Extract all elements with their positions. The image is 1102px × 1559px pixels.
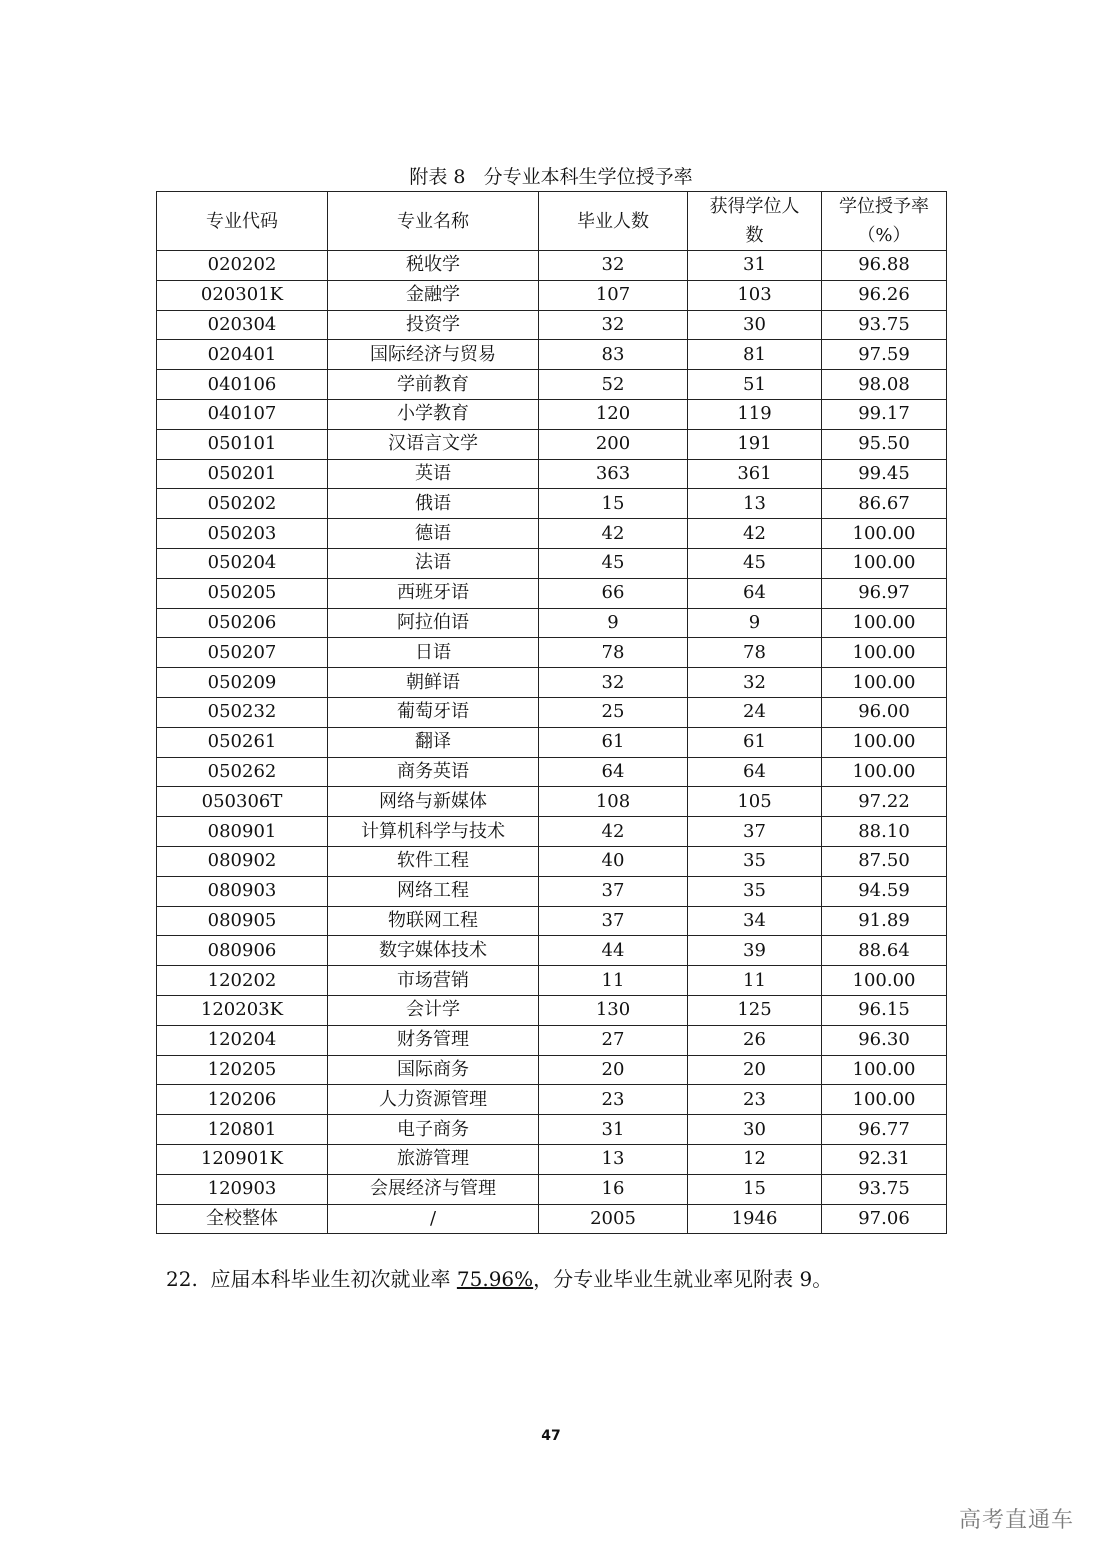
table-row xyxy=(157,787,947,817)
degrees-cell: 119 xyxy=(688,399,822,429)
major-code-cell: 120801 xyxy=(157,1115,328,1145)
major-code-cell: 全校整体 xyxy=(157,1204,328,1234)
table-body xyxy=(157,251,947,1234)
major-code-cell: 080905 xyxy=(157,906,328,936)
degrees-cell: 31 xyxy=(688,251,822,281)
major-code-cell: 080901 xyxy=(157,817,328,847)
major-name-cell: 国际商务 xyxy=(328,1055,539,1085)
graduates-cell: 108 xyxy=(539,787,688,817)
major-name-cell: 翻译 xyxy=(328,727,539,757)
graduates-cell: 130 xyxy=(539,995,688,1025)
major-code-cell: 120205 xyxy=(157,1055,328,1085)
watermark-logo: 高考直通车 xyxy=(958,1508,1074,1533)
rate-cell: 100.00 xyxy=(822,966,947,996)
graduates-cell: 64 xyxy=(539,757,688,787)
degrees-cell: 81 xyxy=(688,340,822,370)
major-code-cell: 040107 xyxy=(157,399,328,429)
table-row xyxy=(157,1085,947,1115)
major-name-cell: 日语 xyxy=(328,638,539,668)
major-name-cell: 法语 xyxy=(328,548,539,578)
major-name-cell: 俄语 xyxy=(328,489,539,519)
degrees-cell: 26 xyxy=(688,1025,822,1055)
major-name-cell: / xyxy=(328,1204,539,1234)
major-name-cell: 电子商务 xyxy=(328,1115,539,1145)
major-code-cell: 050209 xyxy=(157,668,328,698)
major-name-cell: 商务英语 xyxy=(328,757,539,787)
degrees-cell: 24 xyxy=(688,697,822,727)
graduates-cell: 42 xyxy=(539,817,688,847)
degree-rate-table xyxy=(156,191,947,1234)
graduates-cell: 25 xyxy=(539,697,688,727)
column-header: 获得学位人 数 xyxy=(688,192,822,251)
major-code-cell: 050261 xyxy=(157,727,328,757)
major-name-cell: 网络工程 xyxy=(328,876,539,906)
degrees-cell: 11 xyxy=(688,966,822,996)
header-row xyxy=(157,192,947,251)
major-name-cell: 西班牙语 xyxy=(328,578,539,608)
degrees-cell: 23 xyxy=(688,1085,822,1115)
graduates-cell: 37 xyxy=(539,906,688,936)
graduates-cell: 45 xyxy=(539,548,688,578)
rate-cell: 86.67 xyxy=(822,489,947,519)
table-row xyxy=(157,459,947,489)
table-row xyxy=(157,995,947,1025)
major-code-cell: 050201 xyxy=(157,459,328,489)
rate-cell: 96.15 xyxy=(822,995,947,1025)
rate-cell: 93.75 xyxy=(822,310,947,340)
table-row xyxy=(157,548,947,578)
major-name-cell: 会展经济与管理 xyxy=(328,1174,539,1204)
degrees-cell: 1946 xyxy=(688,1204,822,1234)
major-code-cell: 050203 xyxy=(157,519,328,549)
table-row xyxy=(157,519,947,549)
graduates-cell: 37 xyxy=(539,876,688,906)
degrees-cell: 32 xyxy=(688,668,822,698)
column-header: 学位授予率 （%） xyxy=(822,192,947,251)
major-code-cell: 020401 xyxy=(157,340,328,370)
major-name-cell: 朝鲜语 xyxy=(328,668,539,698)
table-row xyxy=(157,876,947,906)
graduates-cell: 61 xyxy=(539,727,688,757)
degrees-cell: 35 xyxy=(688,876,822,906)
rate-cell: 100.00 xyxy=(822,727,947,757)
rate-cell: 96.30 xyxy=(822,1025,947,1055)
major-code-cell: 050101 xyxy=(157,429,328,459)
table-row xyxy=(157,1115,947,1145)
major-code-cell: 050206 xyxy=(157,608,328,638)
graduates-cell: 83 xyxy=(539,340,688,370)
graduates-cell: 20 xyxy=(539,1055,688,1085)
degrees-cell: 12 xyxy=(688,1144,822,1174)
rate-cell: 94.59 xyxy=(822,876,947,906)
major-code-cell: 050262 xyxy=(157,757,328,787)
table-row xyxy=(157,817,947,847)
graduates-cell: 363 xyxy=(539,459,688,489)
rate-cell: 96.88 xyxy=(822,251,947,281)
table-row xyxy=(157,340,947,370)
graduates-cell: 27 xyxy=(539,1025,688,1055)
degrees-cell: 37 xyxy=(688,817,822,847)
table-row xyxy=(157,578,947,608)
major-code-cell: 120204 xyxy=(157,1025,328,1055)
table-row xyxy=(157,936,947,966)
rate-cell: 88.10 xyxy=(822,817,947,847)
degrees-cell: 191 xyxy=(688,429,822,459)
graduates-cell: 78 xyxy=(539,638,688,668)
table-row xyxy=(157,489,947,519)
major-code-cell: 120903 xyxy=(157,1174,328,1204)
rate-cell: 100.00 xyxy=(822,519,947,549)
major-name-cell: 投资学 xyxy=(328,310,539,340)
graduates-cell: 42 xyxy=(539,519,688,549)
table-row xyxy=(157,370,947,400)
rate-cell: 100.00 xyxy=(822,548,947,578)
major-code-cell: 050205 xyxy=(157,578,328,608)
table-row xyxy=(157,1055,947,1085)
graduates-cell: 32 xyxy=(539,668,688,698)
degrees-cell: 13 xyxy=(688,489,822,519)
table-row xyxy=(157,1204,947,1234)
degrees-cell: 64 xyxy=(688,578,822,608)
major-code-cell: 040106 xyxy=(157,370,328,400)
major-code-cell: 050306T xyxy=(157,787,328,817)
column-header: 专业名称 xyxy=(328,192,539,251)
graduates-cell: 40 xyxy=(539,846,688,876)
major-name-cell: 物联网工程 xyxy=(328,906,539,936)
rate-cell: 99.17 xyxy=(822,399,947,429)
major-code-cell: 050204 xyxy=(157,548,328,578)
note-rate: 75.96% xyxy=(456,1267,534,1291)
major-code-cell: 020304 xyxy=(157,310,328,340)
major-name-cell: 阿拉伯语 xyxy=(328,608,539,638)
graduates-cell: 16 xyxy=(539,1174,688,1204)
rate-cell: 93.75 xyxy=(822,1174,947,1204)
table-row xyxy=(157,906,947,936)
degrees-cell: 51 xyxy=(688,370,822,400)
major-name-cell: 汉语言文学 xyxy=(328,429,539,459)
note-suffix: ，分专业毕业生就业率见附表 9。 xyxy=(533,1267,833,1291)
rate-cell: 100.00 xyxy=(822,668,947,698)
rate-cell: 97.22 xyxy=(822,787,947,817)
degrees-cell: 103 xyxy=(688,280,822,310)
major-name-cell: 英语 xyxy=(328,459,539,489)
degrees-cell: 64 xyxy=(688,757,822,787)
rate-cell: 99.45 xyxy=(822,459,947,489)
graduates-cell: 2005 xyxy=(539,1204,688,1234)
major-code-cell: 020202 xyxy=(157,251,328,281)
graduates-cell: 31 xyxy=(539,1115,688,1145)
graduates-cell: 107 xyxy=(539,280,688,310)
rate-cell: 97.06 xyxy=(822,1204,947,1234)
table-row xyxy=(157,966,947,996)
graduates-cell: 44 xyxy=(539,936,688,966)
major-code-cell: 120202 xyxy=(157,966,328,996)
graduates-cell: 15 xyxy=(539,489,688,519)
major-name-cell: 小学教育 xyxy=(328,399,539,429)
graduates-cell: 13 xyxy=(539,1144,688,1174)
major-name-cell: 人力资源管理 xyxy=(328,1085,539,1115)
table-row xyxy=(157,1144,947,1174)
major-code-cell: 020301K xyxy=(157,280,328,310)
major-code-cell: 080903 xyxy=(157,876,328,906)
note-prefix: 22. 应届本科毕业生初次就业率 xyxy=(166,1267,457,1291)
table-row xyxy=(157,310,947,340)
major-name-cell: 网络与新媒体 xyxy=(328,787,539,817)
table-row xyxy=(157,1174,947,1204)
major-name-cell: 市场营销 xyxy=(328,966,539,996)
graduates-cell: 52 xyxy=(539,370,688,400)
degrees-cell: 39 xyxy=(688,936,822,966)
major-name-cell: 计算机科学与技术 xyxy=(328,817,539,847)
major-name-cell: 软件工程 xyxy=(328,846,539,876)
major-name-cell: 葡萄牙语 xyxy=(328,697,539,727)
column-header: 专业代码 xyxy=(157,192,328,251)
degrees-cell: 125 xyxy=(688,995,822,1025)
degrees-cell: 30 xyxy=(688,1115,822,1145)
table-row xyxy=(157,668,947,698)
table-row xyxy=(157,280,947,310)
graduates-cell: 23 xyxy=(539,1085,688,1115)
rate-cell: 96.77 xyxy=(822,1115,947,1145)
rate-cell: 97.59 xyxy=(822,340,947,370)
rate-cell: 96.00 xyxy=(822,697,947,727)
major-code-cell: 120206 xyxy=(157,1085,328,1115)
rate-cell: 87.50 xyxy=(822,846,947,876)
degrees-cell: 35 xyxy=(688,846,822,876)
degrees-cell: 9 xyxy=(688,608,822,638)
table-header xyxy=(157,192,947,251)
rate-cell: 100.00 xyxy=(822,1055,947,1085)
table-row xyxy=(157,608,947,638)
major-code-cell: 050232 xyxy=(157,697,328,727)
major-name-cell: 金融学 xyxy=(328,280,539,310)
rate-cell: 98.08 xyxy=(822,370,947,400)
major-name-cell: 税收学 xyxy=(328,251,539,281)
major-code-cell: 080902 xyxy=(157,846,328,876)
rate-cell: 91.89 xyxy=(822,906,947,936)
employment-note xyxy=(166,1264,832,1294)
major-code-cell: 050202 xyxy=(157,489,328,519)
degrees-cell: 30 xyxy=(688,310,822,340)
major-code-cell: 050207 xyxy=(157,638,328,668)
graduates-cell: 32 xyxy=(539,251,688,281)
table-row xyxy=(157,429,947,459)
major-name-cell: 旅游管理 xyxy=(328,1144,539,1174)
degrees-cell: 34 xyxy=(688,906,822,936)
graduates-cell: 120 xyxy=(539,399,688,429)
column-header: 毕业人数 xyxy=(539,192,688,251)
major-name-cell: 德语 xyxy=(328,519,539,549)
graduates-cell: 11 xyxy=(539,966,688,996)
graduates-cell: 200 xyxy=(539,429,688,459)
table-row xyxy=(157,846,947,876)
degrees-cell: 20 xyxy=(688,1055,822,1085)
major-name-cell: 数字媒体技术 xyxy=(328,936,539,966)
rate-cell: 100.00 xyxy=(822,1085,947,1115)
rate-cell: 92.31 xyxy=(822,1144,947,1174)
major-code-cell: 120203K xyxy=(157,995,328,1025)
degrees-cell: 15 xyxy=(688,1174,822,1204)
table-row xyxy=(157,1025,947,1055)
table-row xyxy=(157,727,947,757)
table-row xyxy=(157,399,947,429)
rate-cell: 95.50 xyxy=(822,429,947,459)
graduates-cell: 66 xyxy=(539,578,688,608)
major-name-cell: 国际经济与贸易 xyxy=(328,340,539,370)
major-code-cell: 120901K xyxy=(157,1144,328,1174)
graduates-cell: 9 xyxy=(539,608,688,638)
rate-cell: 100.00 xyxy=(822,757,947,787)
table-row xyxy=(157,638,947,668)
rate-cell: 88.64 xyxy=(822,936,947,966)
rate-cell: 96.97 xyxy=(822,578,947,608)
rate-cell: 96.26 xyxy=(822,280,947,310)
table-row xyxy=(157,697,947,727)
degrees-cell: 105 xyxy=(688,787,822,817)
major-name-cell: 财务管理 xyxy=(328,1025,539,1055)
table-row xyxy=(157,757,947,787)
rate-cell: 100.00 xyxy=(822,638,947,668)
table-caption: 附表 8 分专业本科生学位授予率 xyxy=(409,166,693,188)
page-number: 47 xyxy=(541,1428,561,1444)
degrees-cell: 61 xyxy=(688,727,822,757)
major-code-cell: 080906 xyxy=(157,936,328,966)
degrees-cell: 361 xyxy=(688,459,822,489)
major-name-cell: 学前教育 xyxy=(328,370,539,400)
table-row xyxy=(157,251,947,281)
degrees-cell: 45 xyxy=(688,548,822,578)
degrees-cell: 78 xyxy=(688,638,822,668)
graduates-cell: 32 xyxy=(539,310,688,340)
degrees-cell: 42 xyxy=(688,519,822,549)
major-name-cell: 会计学 xyxy=(328,995,539,1025)
rate-cell: 100.00 xyxy=(822,608,947,638)
